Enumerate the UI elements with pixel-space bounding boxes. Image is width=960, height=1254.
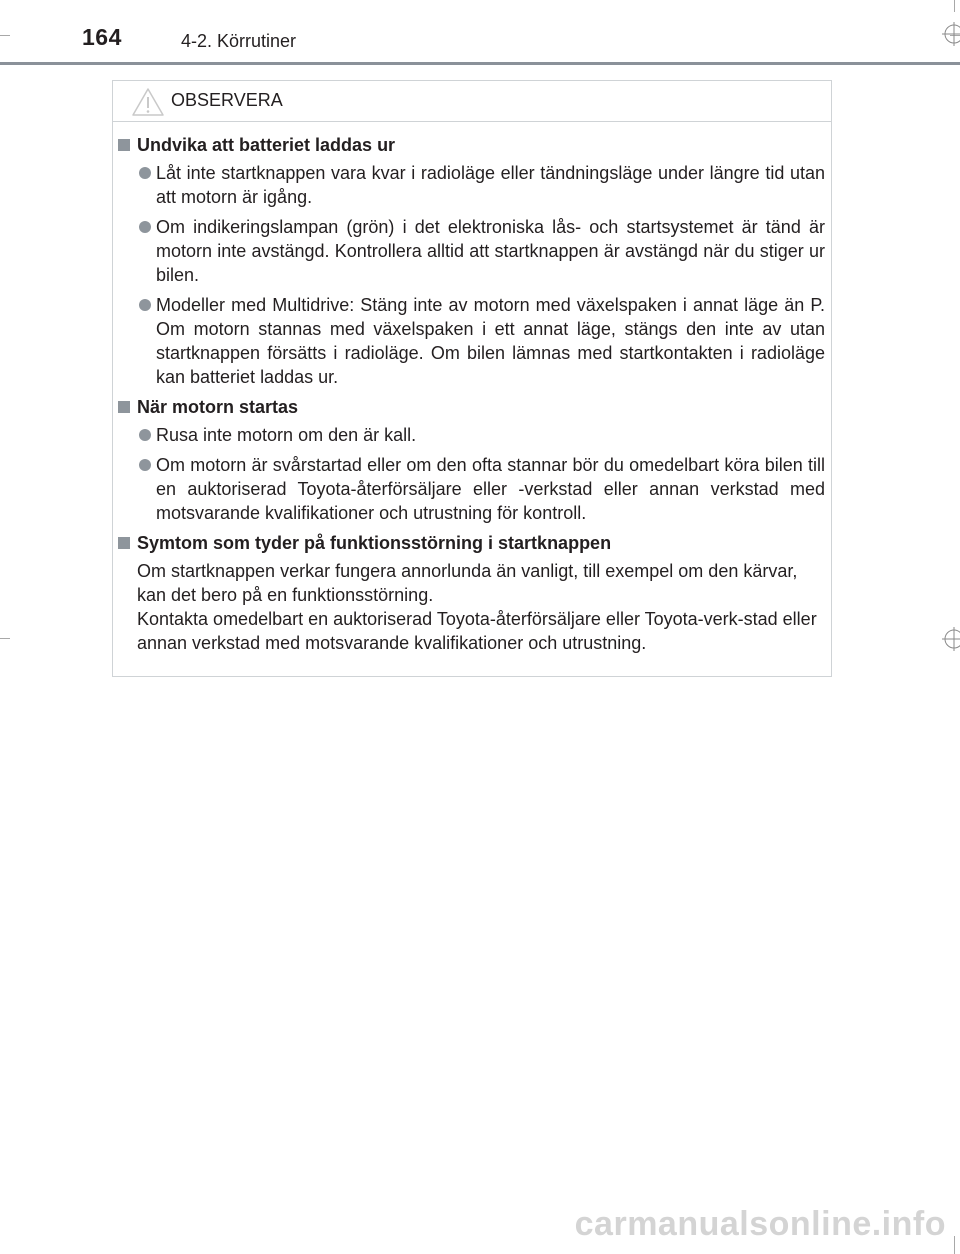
circle-bullet-icon <box>139 167 151 179</box>
list-item <box>113 423 833 447</box>
circle-bullet-icon <box>139 221 151 233</box>
warning-triangle-icon <box>131 87 165 117</box>
crop-mark-top-left <box>0 35 10 36</box>
section-heading-text: Symtom som tyder på funktionsstörning i startknappen <box>137 533 612 553</box>
section-heading <box>113 531 833 555</box>
circle-bullet-icon <box>139 459 151 471</box>
list-item <box>113 215 833 287</box>
list-item <box>113 453 833 525</box>
list-item <box>113 293 833 389</box>
square-bullet-icon <box>118 401 130 413</box>
section-heading <box>113 395 833 419</box>
list-item <box>113 161 833 209</box>
square-bullet-icon <box>118 537 130 549</box>
section-heading <box>113 133 833 157</box>
crop-mark-mid-left <box>0 638 10 639</box>
crop-mark-bottom-right-v <box>954 1236 955 1254</box>
circle-bullet-icon <box>139 429 151 441</box>
page-number: 164 <box>82 24 122 50</box>
notice-body <box>113 133 833 655</box>
crop-mark-top-right-v <box>954 0 955 12</box>
registration-mark-middle-icon <box>942 627 960 651</box>
list-item-text: Om indikeringslampan (grön) i det elektroniska lås- och startsystemet är tänd är motorn inte avstängd. Kontrollera alltid att startknappen är avstängd när du stiger ur bilen. <box>156 217 825 285</box>
section-heading-text: När motorn startas <box>137 397 299 417</box>
section-heading-text: Undvika att batteriet laddas ur <box>137 135 396 155</box>
list-item-text: Rusa inte motorn om den är kall. <box>156 425 417 445</box>
paragraph: Om startknappen verkar fungera annorlunda än vanligt, till exempel om den kärvar, kan det bero på en funktionsstörning. <box>137 561 798 605</box>
watermark: carmanualsonline.info <box>574 1205 946 1243</box>
section-title: 4-2. Körrutiner <box>181 31 297 51</box>
notice-label: OBSERVERA <box>171 90 283 110</box>
notice-header <box>113 81 831 122</box>
notice-box <box>112 80 832 677</box>
square-bullet-icon <box>118 139 130 151</box>
registration-mark-top-icon <box>942 22 960 46</box>
list-item-text: Modeller med Multidrive: Stäng inte av motorn med växelspaken i annat läge än P. Om motorn stannas med växelspaken i ett annat läge, stängs den inte av utan startknappen försätts i radioläge. Om bilen lämnas med startkontakten i radioläge kan batteriet laddas ur. <box>156 295 825 387</box>
header-rule <box>0 62 960 65</box>
paragraph: Kontakta omedelbart en auktoriserad Toyota-återförsäljare eller Toyota-verk-stad eller annan verkstad med motsvarande kvalifikationer och utrustning. <box>137 609 817 653</box>
circle-bullet-icon <box>139 299 151 311</box>
list-item-text: Om motorn är svårstartad eller om den ofta stannar bör du omedelbart köra bilen till en auktoriserad Toyota-återförsäljare eller -verkstad eller annan verkstad med motsvarande kvalifikationer och utrustning för kontroll. <box>156 455 825 523</box>
list-item-text: Låt inte startknappen vara kvar i radioläge eller tändningsläge under längre tid utan att motorn är igång. <box>156 163 825 207</box>
